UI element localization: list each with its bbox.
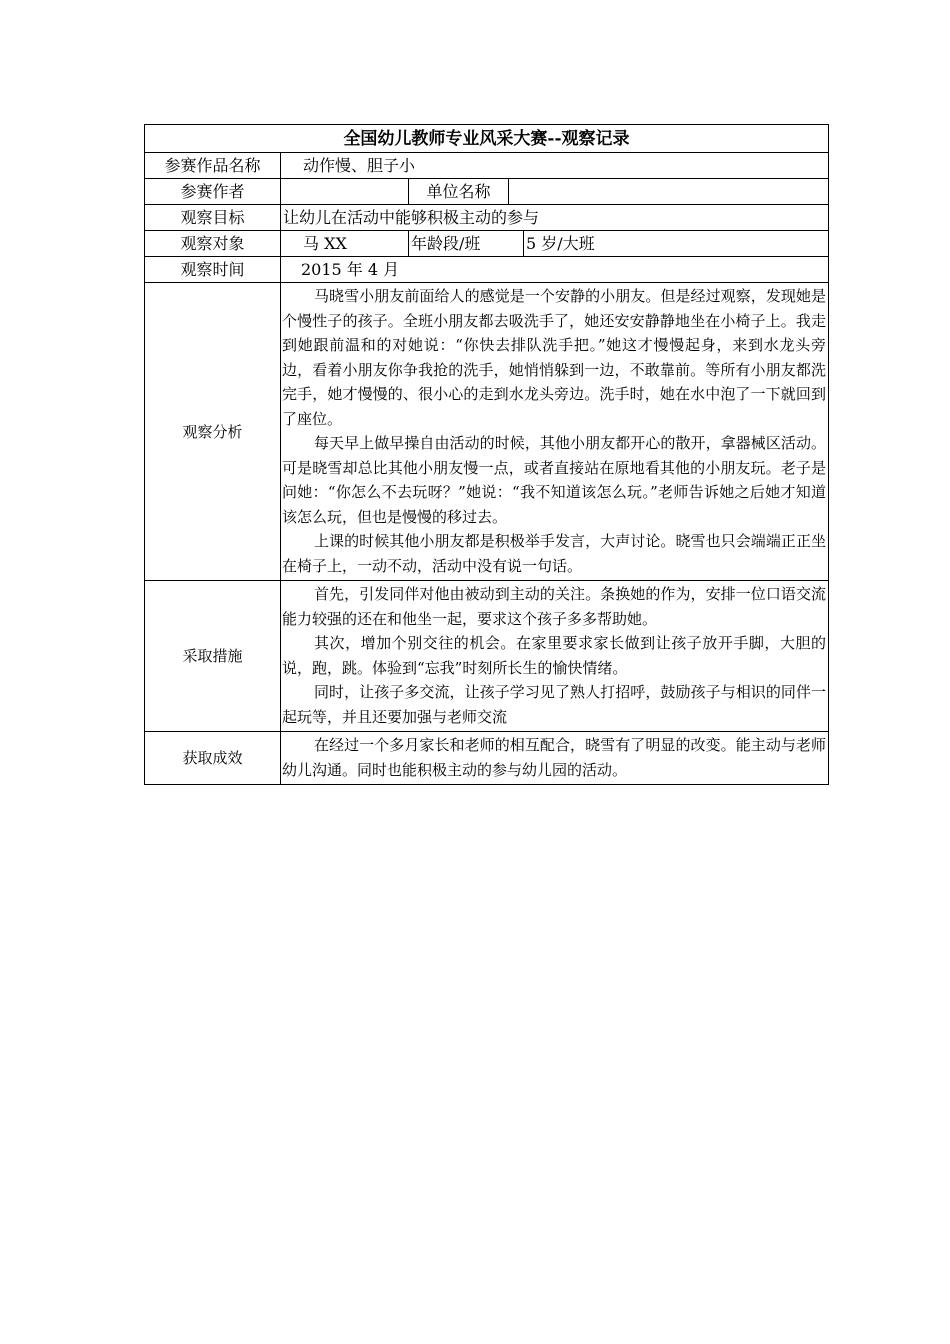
analysis-paragraph: 上课的时候其他小朋友都是积极举手发言，大声讨论。晓雪也只会端端正正坐在椅子上，一动不动，活动中没有说一句话。 [282, 532, 827, 575]
age-class-label: 年龄段/班 [409, 231, 524, 257]
measures-paragraph: 其次，增加个别交往的机会。在家里要求家长做到让孩子放开手脚，大胆的说，跑，跳。体验到“忘我”时刻所长生的愉快情绪。 [282, 634, 827, 677]
measures-label: 采取措施 [145, 581, 281, 732]
work-name-value: 动作慢、胆子小 [281, 153, 829, 179]
document-title: 全国幼儿教师专业风采大赛--观察记录 [145, 125, 829, 153]
analysis-paragraph: 马晓雪小朋友前面给人的感觉是一个安静的小朋友。但是经过观察，发现她是个慢性子的孩子。全班小朋友都去吸洗手了，她还安安静静地坐在小椅子上。我走到她跟前温和的对她说：“你快去排队洗手把。”她这才慢慢起身，来到水龙头旁边，看着小朋友你争我抢的洗手，她悄悄躲到一边，不敢靠前。等所有小朋友都洗完手，她才慢慢的、很小心的走到水龙头旁边。洗手时，她在水中泡了一下就回到了座位。 [282, 287, 827, 428]
work-name-label: 参赛作品名称 [145, 153, 281, 179]
author-label: 参赛作者 [145, 179, 281, 205]
goal-value: 让幼儿在活动中能够积极主动的参与 [281, 205, 829, 231]
analysis-content [281, 283, 829, 581]
goal-label: 观察目标 [145, 205, 281, 231]
results-label: 获取成效 [145, 732, 281, 785]
analysis-paragraph: 每天早上做早操自由活动的时候，其他小朋友都开心的散开，拿器械区活动。可是晓雪却总比其他小朋友慢一点，或者直接站在原地看其他的小朋友玩。老子是问她：“你怎么不去玩呀？”她说：“我不知道该怎么玩。”老师告诉她之后她才知道该怎么玩，但也是慢慢的移过去。 [282, 434, 827, 526]
results-paragraph: 在经过一个多月家长和老师的相互配合，晓雪有了明显的改变。能主动与老师幼儿沟通。同时也能积极主动的参与幼儿园的活动。 [282, 736, 827, 779]
age-class-value: 5 岁/大班 [524, 231, 829, 257]
unit-name-label: 单位名称 [409, 179, 509, 205]
subject-label: 观察对象 [145, 231, 281, 257]
author-value [281, 179, 409, 205]
measures-content [281, 581, 829, 732]
subject-value: 马 XX [281, 231, 409, 257]
observation-record-table [144, 124, 829, 785]
time-value: 2015 年 4 月 [281, 257, 829, 283]
analysis-label: 观察分析 [145, 283, 281, 581]
time-label: 观察时间 [145, 257, 281, 283]
results-content [281, 732, 829, 785]
observation-record-sheet [144, 124, 828, 785]
unit-name-value [509, 179, 829, 205]
measures-paragraph: 同时，让孩子多交流，让孩子学习见了熟人打招呼，鼓励孩子与相识的同伴一起玩等，并且还要加强与老师交流 [282, 683, 827, 726]
measures-paragraph: 首先，引发同伴对他由被动到主动的关注。条换她的作为，安排一位口语交流能力较强的还在和他坐一起，要求这个孩子多多帮助她。 [282, 585, 827, 628]
